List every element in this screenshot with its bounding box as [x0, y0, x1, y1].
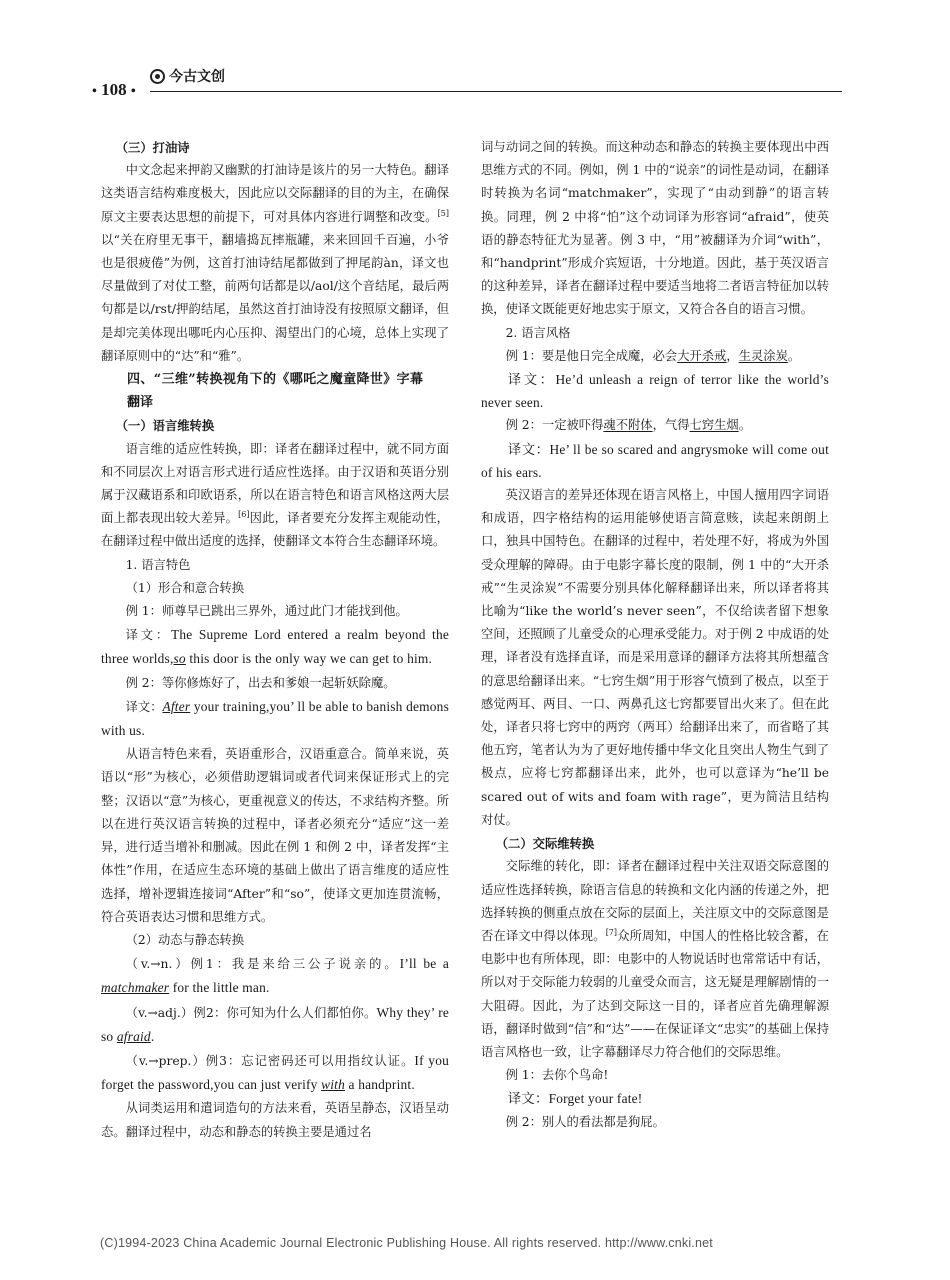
subheading-language-style: 2. 语言风格 — [505, 325, 571, 340]
left-column — [101, 136, 449, 1144]
underlined-word: with — [321, 1077, 345, 1093]
journal-logo — [150, 66, 225, 86]
section-heading-4: 四、“三维”转换视角下的《哪吒之魔童降世》字幕翻译 — [127, 372, 423, 411]
example-1-en: 译文：He’d unleash a reign of terror like the world’s never seen. — [481, 372, 829, 411]
underlined-word: afraid — [116, 1028, 151, 1044]
text: this door is the only way we can get to him. — [185, 651, 433, 667]
text: your training,you’ ll be able to banish demons with us. — [101, 698, 449, 739]
bullet: • — [130, 84, 136, 99]
text: 语言维的适应性转换，即：译者在翻译过程中，就不同方面和不同层次上对语言形式进行适应性选择。由于汉语和英语分别属于汉藏语系和印欧语系，所以在语言特色和语言风格这两大层面上都表现出较大差异。 — [101, 441, 449, 526]
text: 众所周知，中国人的性格比较含蓄，在电影中也有所体现，即：电影中的人物说话时也常常话中有话，所以对于交际能力较弱的儿童受众而言，这无疑是理解剧情的一大阻碍。因此，为了达到交际这一目的，译者应首先确理解源语，翻译时做到“信”和“达”——在保证译文“忠实”的基础上保持语言风格也一致，让字幕翻译尽力符合他们的交际思维。 — [481, 928, 829, 1059]
header-rule — [150, 91, 842, 92]
text: If you forget the password,you can just verify — [101, 1052, 449, 1093]
label: （v.→n.）例1：我是来给三公子说亲的。 — [125, 957, 400, 972]
journal-logo-icon — [150, 69, 165, 84]
text: ， — [726, 348, 739, 363]
copyright-footer: (C)1994-2023 China Academic Journal Electronic Publishing House. All rights reserved. http://www.cnki.net — [100, 1236, 713, 1250]
text: 。 — [787, 348, 801, 363]
label: （v.→adj.）例2：你可知为什么人们都怕你。 — [125, 1005, 377, 1020]
paragraph — [101, 159, 449, 368]
example-vprep — [101, 1049, 449, 1097]
text: . — [150, 1028, 155, 1044]
example-3-cn: 例 1：去你个鸟命! — [505, 1068, 609, 1083]
example-vn — [101, 952, 449, 1000]
example-4-cn: 例 2：别人的看法都是狗屁。 — [505, 1114, 665, 1129]
text: I’ll be a — [399, 956, 450, 972]
heading-language-dimension: （一）语言维转换 — [115, 418, 215, 434]
underlined-word: so — [173, 651, 186, 667]
paragraph: 英汉语言的差异还体现在语言风格上，中国人擅用四字词语和成语，四字格结构的运用能够使语言简意赅，读起来朗朗上口，独具中国特色。在翻译的过程中，若处理不好，将成为外国受众理解的障碍。由于电影字幕长度的限制，例 1 中的“大开杀戒”“生灵涂炭”不需要分别具体化解释翻译出来，所以译者将其比喻为“like the world’s never seen”，不仅给读者留下想象空间，还照顾了儿童受众的心理承受能力。对于例 2 中成语的处理，译者没有选择直译，而是采用意译的翻译方法将其所想蕴含的意思给翻译出来。“七窍生烟”用于形容气愤到了极点，以至于感觉两耳、两目、一口、两鼻孔这七窍都要冒出火来了。但在此处，译者只将七窍中的两窍（两耳）给翻译出来了，而省略了其他五窍，笔者认为为了更好地传播中华文化且突出人物生气到了极点，应将七窍都翻译出来，此外，也可以意译为“he’ll be scared out of wits and foam with rage”，更为简洁且结构对仗。 — [481, 488, 829, 827]
journal-name: 今古文创 — [169, 69, 225, 85]
underlined-word: After — [162, 698, 191, 714]
citation: [5] — [437, 208, 449, 218]
label: 译文： — [125, 699, 163, 714]
example-2-cn: 例 2：等你修炼好了，出去和爹娘一起斩妖除魔。 — [125, 675, 396, 690]
example-1-cn — [481, 345, 829, 368]
text: a handprint. — [344, 1077, 415, 1093]
text: 因此，译者要充分发挥主观能动性，在翻译过程中做出适度的选择，使翻译文本符合生态翻译环境。 — [101, 511, 449, 549]
example-3-en: 译文：Forget your fate! — [507, 1091, 643, 1107]
heading-dayoushi: （三）打油诗 — [115, 140, 190, 155]
label: （v.→prep.）例3：忘记密码还可以用指纹认证。 — [125, 1053, 415, 1068]
page-number-value: 108 — [101, 80, 127, 99]
subheading-language-features: 1. 语言特色 — [125, 557, 191, 572]
text: for the little man. — [169, 980, 270, 996]
paragraph — [481, 855, 829, 1064]
example-2-en: 译文：He’ ll be so scared and angrysmoke will come out of his ears. — [481, 441, 829, 480]
underlined-idiom: 七窍生烟 — [689, 418, 739, 433]
bullet: • — [92, 84, 97, 99]
subheading-hypotaxis: （1）形合和意合转换 — [125, 580, 245, 595]
page-number — [92, 80, 136, 100]
underlined-word: matchmaker — [101, 980, 170, 996]
underlined-idiom: 魂不附体 — [603, 418, 653, 433]
example-2-cn — [481, 414, 829, 437]
underlined-idiom: 生灵涂炭 — [738, 348, 788, 363]
paragraph: 从词类运用和遣词造句的方法来看，英语呈静态，汉语呈动态。翻译过程中，动态和静态的转换主要是通过名 — [101, 1101, 449, 1139]
text: 。 — [738, 418, 752, 433]
text: 中文念起来押韵又幽默的打油诗是该片的另一大特色。翻译这类语言结构难度极大，因此应以交际翻译的目的为主，在确保原文主要表达思想的前提下，可对具体内容进行调整和改变。 — [101, 163, 449, 224]
paragraph: 词与动词之间的转换。而这种动态和静态的转换主要体现出中西思维方式的不同。例如，例 1 中的“说亲”的词性是动词，在翻译时转换为名词“matchmaker”，实现了“由动到静”的语言转换。同理，例 2 中将“怕”这个动词译为形容词“afraid”，使英语的静态特征尤为显著。例 3 中，“用”被翻译为介词“with”，和“handprint”形成介宾短语，十分地道。因此，基于英汉语言的这种差异，译者在翻译过程中要适当地将二者语言特征加以转换，使译文既能更好地忠实于原文，又符合各自的语言习惯。 — [481, 140, 829, 317]
text: 例 2：一定被吓得 — [505, 418, 604, 433]
subheading-dynamic-static: （2）动态与静态转换 — [125, 932, 245, 947]
text: Why they’ re so — [101, 1004, 450, 1044]
text: 交际维的转化，即：译者在翻译过程中关注双语交际意图的适应性选择转换，除语言信息的转换和文化内涵的传递之外，把选择转换的侧重点放在交际的层面上，关注原文中的交际意图是否在译文中得以体现。 — [481, 859, 829, 943]
citation: [7] — [605, 927, 618, 937]
example-2-en — [101, 695, 449, 743]
example-1-en — [101, 623, 449, 671]
label: 译文： — [125, 628, 172, 643]
underlined-idiom: 大开杀戒 — [677, 348, 727, 363]
text: ，气得 — [652, 418, 690, 433]
heading-communicative-dimension: （二）交际维转换 — [495, 836, 595, 852]
page-header — [84, 66, 844, 99]
right-column — [481, 136, 829, 1134]
text: 以“关在府里无事干，翻墙捣瓦摔瓶罐，来来回回千百遍，小爷也是很疲倦”为例，这首打油诗结尾都做到了押尾韵àn，译文也尽量做到了对仗工整，前两句话都是以/aol/这个音结尾，最后两句都是以/rst/押韵结尾，虽然这首打油诗没有按照原文翻译，但是却完美体现出哪吒内心压抑、渴望出门的心境，总体上实现了翻译原则中的“达”和“雅”。 — [101, 232, 449, 363]
text: The Supreme Lord entered a realm beyond the three worlds, — [101, 627, 449, 667]
example-1-cn: 例 1：师尊早已跳出三界外，通过此门才能找到他。 — [125, 604, 408, 619]
paragraph: 从语言特色来看，英语重形合，汉语重意合。简单来说，英语以“形”为核心，必须借助逻辑词或者代词来保证形式上的完整；汉语以“意”为核心，更重视意义的传达，不求结构齐整。所以在进行英汉语言转换的过程中，译者必须充分“适应”这一差异，进行适当增补和删减。因此在例 1 和例 2 中，译者发挥“主体性”作用，在适应生态环境的基础上做出了语言维度的适应性选择，增补逻辑连接词“After”和“so”，使译文更加连贯流畅，符合英语表达习惯和思维方式。 — [101, 747, 449, 924]
paragraph — [101, 438, 449, 554]
citation: [6] — [238, 510, 250, 520]
text: 例 1：要是他日完全成魔，必会 — [505, 348, 678, 363]
example-vadj — [101, 1001, 449, 1049]
